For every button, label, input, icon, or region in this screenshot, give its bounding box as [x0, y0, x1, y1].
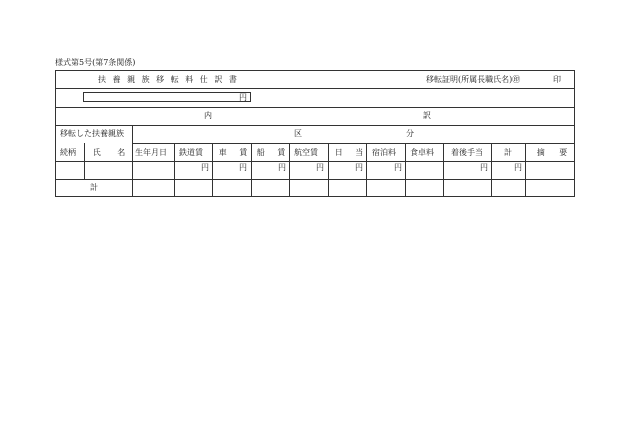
rule	[56, 179, 574, 180]
rule	[56, 88, 574, 89]
column-header-ship-fare: 船 賃	[256, 148, 286, 157]
form-code: 様式第5号(第7条関係)	[55, 58, 136, 67]
total-label: 計	[90, 183, 98, 192]
column-header-relationship: 続柄	[60, 148, 76, 157]
rule	[443, 143, 444, 197]
seal-mark: 印	[553, 75, 561, 84]
yen-unit: 円	[201, 163, 209, 172]
column-header-rail-fare: 鉄道賃	[179, 148, 203, 157]
rule	[56, 161, 574, 162]
yen-unit: 円	[355, 163, 363, 172]
column-header-air-fare: 航空賃	[294, 148, 318, 157]
rule	[212, 143, 213, 197]
yen-unit: 円	[480, 163, 488, 172]
rule	[56, 125, 574, 126]
column-header-meal: 食卓料	[410, 148, 434, 157]
certification-label: 移転証明(所属長職氏名)㊞	[426, 75, 521, 84]
section-header-left: 内	[204, 111, 212, 120]
rule	[289, 143, 290, 197]
yen-unit: 円	[514, 163, 522, 172]
yen-unit: 円	[278, 163, 286, 172]
rule	[174, 143, 175, 197]
amount-unit: 円	[239, 93, 247, 102]
rule	[84, 143, 85, 179]
rule	[525, 143, 526, 197]
category-header-left: 区	[294, 129, 302, 138]
yen-unit: 円	[316, 163, 324, 172]
yen-unit: 円	[394, 163, 402, 172]
column-header-remarks: 摘 要	[536, 148, 568, 157]
rule	[56, 107, 574, 108]
category-header-right: 分	[406, 129, 414, 138]
rule	[491, 143, 492, 197]
rule	[328, 143, 329, 197]
rule	[251, 143, 252, 197]
form-title: 扶 養 親 族 移 転 料 仕 訳 書	[98, 75, 239, 84]
rule	[366, 143, 367, 197]
rule	[132, 125, 133, 197]
rule	[132, 143, 574, 144]
column-header-arrival-allowance: 着後手当	[451, 148, 483, 157]
rule	[405, 143, 406, 197]
yen-unit: 円	[239, 163, 247, 172]
section-header-right: 訳	[423, 111, 431, 120]
allowance-breakdown-form	[55, 70, 575, 197]
column-header-name: 氏 名	[92, 148, 126, 157]
column-header-subtotal: 計	[504, 148, 512, 157]
family-label: 移転した扶養親族	[60, 129, 124, 138]
total-amount-field[interactable]	[83, 92, 251, 102]
column-header-daily-allowance: 日 当	[334, 148, 364, 157]
column-header-lodging: 宿泊料	[372, 148, 396, 157]
column-header-birthdate: 生年月日	[135, 148, 167, 157]
column-header-car-fare: 車 賃	[218, 148, 248, 157]
